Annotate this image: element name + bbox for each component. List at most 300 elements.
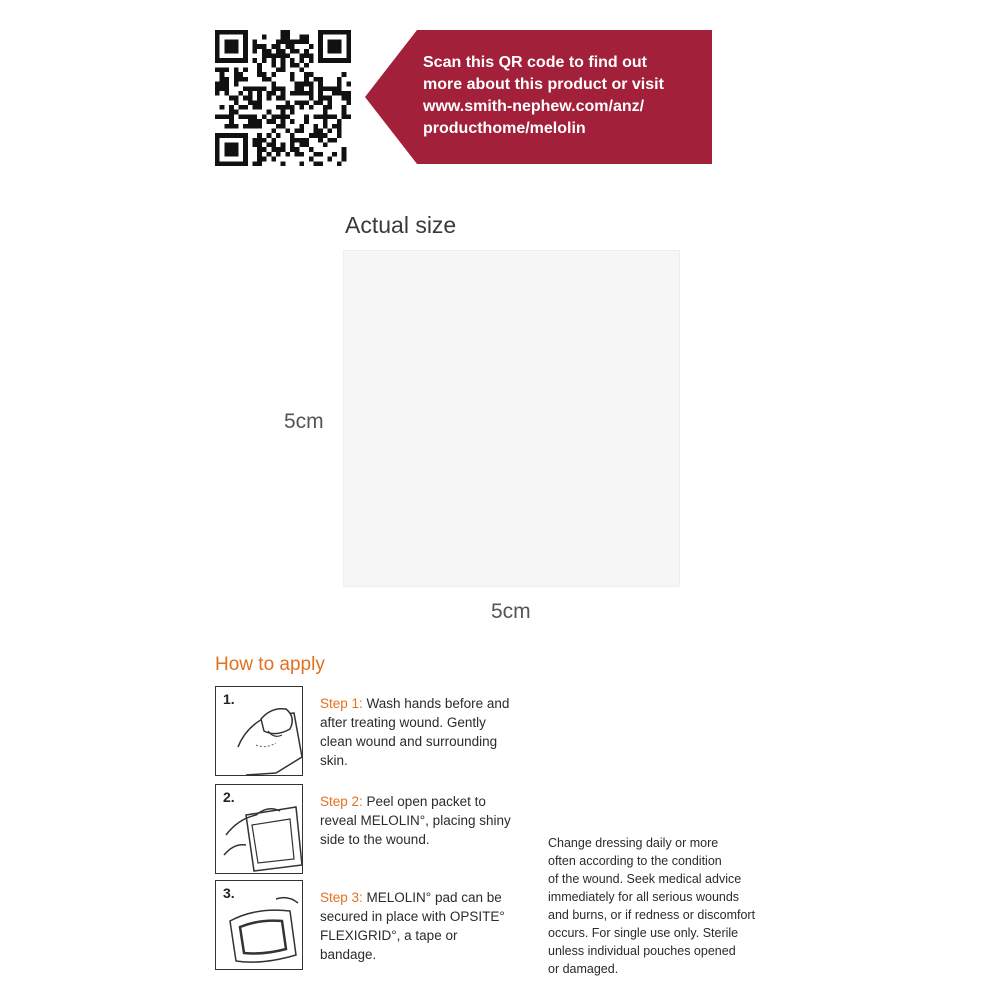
- qr-module: [267, 49, 272, 54]
- qr-module: [271, 91, 276, 96]
- qr-module: [248, 91, 253, 96]
- qr-module: [346, 100, 351, 105]
- qr-module: [342, 58, 347, 63]
- qr-module: [224, 68, 229, 73]
- qr-module: [215, 161, 220, 166]
- qr-module: [342, 30, 347, 35]
- qr-module: [309, 58, 314, 63]
- qr-module: [342, 147, 347, 152]
- qr-module: [248, 124, 253, 129]
- qr-module: [257, 124, 262, 129]
- qr-module: [243, 49, 248, 54]
- qr-module: [318, 77, 323, 82]
- qr-module: [271, 82, 276, 87]
- qr-module: [267, 133, 272, 138]
- qr-module: [304, 39, 309, 44]
- qr-module: [234, 152, 239, 157]
- qr-module: [332, 138, 337, 143]
- qr-module: [342, 91, 347, 96]
- qr-module: [229, 49, 234, 54]
- qr-module: [238, 30, 243, 35]
- qr-module: [234, 161, 239, 166]
- qr-module: [267, 152, 272, 157]
- qr-module: [299, 35, 304, 40]
- qr-module: [285, 30, 290, 35]
- usage-note: Change dressing daily or more often according to the condition of the wound. Seek medical advice immediately for all serious wounds and burns, or if redness or discomfort occurs. For single use only. Sterile unless individual pouches opened or damaged.: [548, 836, 756, 976]
- qr-module: [313, 114, 318, 119]
- qr-module: [215, 157, 220, 162]
- qr-module: [332, 152, 337, 157]
- qr-module: [215, 143, 220, 148]
- qr-module: [243, 161, 248, 166]
- qr-code-icon[interactable]: [215, 30, 351, 166]
- qr-module: [313, 124, 318, 129]
- qr-module: [271, 119, 276, 124]
- qr-module: [328, 105, 333, 110]
- qr-module: [253, 143, 258, 148]
- qr-module: [299, 138, 304, 143]
- step-2-label: Step 2:: [320, 794, 363, 809]
- qr-module: [337, 119, 342, 124]
- qr-module: [337, 124, 342, 129]
- qr-module: [299, 82, 304, 87]
- qr-module: [281, 124, 286, 129]
- qr-module: [253, 58, 258, 63]
- qr-module: [328, 96, 333, 101]
- qr-module: [304, 119, 309, 124]
- qr-module: [215, 114, 220, 119]
- qr-module: [262, 138, 267, 143]
- qr-module: [309, 96, 314, 101]
- qr-module: [309, 147, 314, 152]
- qr-module: [342, 96, 347, 101]
- step-1-illustration: [215, 686, 303, 776]
- qr-module: [323, 96, 328, 101]
- qr-module: [267, 119, 272, 124]
- qr-module: [290, 138, 295, 143]
- qr-module: [243, 30, 248, 35]
- qr-module: [281, 110, 286, 115]
- qr-module: [229, 152, 234, 157]
- qr-module: [248, 100, 253, 105]
- qr-module: [253, 124, 258, 129]
- qr-module: [309, 44, 314, 49]
- qr-module: [248, 114, 253, 119]
- qr-module: [346, 91, 351, 96]
- qr-module: [215, 53, 220, 58]
- qr-module: [234, 133, 239, 138]
- qr-module: [229, 44, 234, 49]
- how-to-apply-heading: How to apply: [215, 654, 325, 675]
- qr-module: [257, 91, 262, 96]
- qr-module: [299, 91, 304, 96]
- qr-module: [337, 128, 342, 133]
- qr-module: [271, 143, 276, 148]
- qr-module: [309, 91, 314, 96]
- qr-module: [328, 49, 333, 54]
- qr-module: [337, 91, 342, 96]
- qr-module: [290, 72, 295, 77]
- qr-module: [299, 86, 304, 91]
- step-1-label: Step 1:: [320, 696, 363, 711]
- qr-module: [262, 157, 267, 162]
- qr-module: [262, 86, 267, 91]
- qr-module: [234, 39, 239, 44]
- qr-module: [276, 147, 281, 152]
- qr-module: [262, 35, 267, 40]
- qr-module: [215, 30, 220, 35]
- qr-module: [262, 77, 267, 82]
- qr-module: [313, 77, 318, 82]
- qr-module: [318, 96, 323, 101]
- qr-module: [271, 147, 276, 152]
- qr-module: [323, 124, 328, 129]
- qr-module: [276, 96, 281, 101]
- qr-module: [257, 72, 262, 77]
- step-3-label: Step 3:: [320, 890, 363, 905]
- qr-module: [253, 100, 258, 105]
- qr-module: [215, 147, 220, 152]
- qr-module: [299, 128, 304, 133]
- qr-module: [318, 128, 323, 133]
- qr-module: [271, 157, 276, 162]
- qr-module: [304, 138, 309, 143]
- qr-module: [224, 161, 229, 166]
- qr-module: [238, 114, 243, 119]
- qr-module: [257, 63, 262, 68]
- qr-module: [281, 105, 286, 110]
- secure-pad-icon: [216, 881, 304, 971]
- qr-module: [243, 96, 248, 101]
- height-dimension-label: 5cm: [284, 410, 324, 433]
- qr-module: [276, 105, 281, 110]
- qr-module: [318, 44, 323, 49]
- qr-module: [243, 58, 248, 63]
- qr-module: [295, 63, 300, 68]
- qr-module: [304, 72, 309, 77]
- qr-module: [332, 58, 337, 63]
- qr-module: [290, 133, 295, 138]
- qr-module: [229, 119, 234, 124]
- qr-module: [243, 133, 248, 138]
- qr-module: [224, 114, 229, 119]
- qr-module: [234, 49, 239, 54]
- qr-module: [346, 53, 351, 58]
- qr-module: [295, 49, 300, 54]
- qr-module: [337, 39, 342, 44]
- qr-module: [318, 152, 323, 157]
- qr-module: [295, 86, 300, 91]
- qr-module: [313, 161, 318, 166]
- qr-module: [229, 143, 234, 148]
- qr-module: [257, 68, 262, 73]
- qr-module: [281, 30, 286, 35]
- qr-module: [253, 119, 258, 124]
- qr-module: [290, 119, 295, 124]
- qr-module: [285, 100, 290, 105]
- qr-module: [271, 128, 276, 133]
- qr-module: [243, 44, 248, 49]
- qr-module: [234, 68, 239, 73]
- qr-module: [332, 49, 337, 54]
- qr-module: [281, 147, 286, 152]
- qr-module: [337, 30, 342, 35]
- qr-module: [271, 53, 276, 58]
- qr-module: [318, 161, 323, 166]
- qr-module: [238, 91, 243, 96]
- qr-module: [257, 133, 262, 138]
- qr-module: [267, 53, 272, 58]
- qr-module: [328, 39, 333, 44]
- qr-module: [323, 58, 328, 63]
- qr-module: [337, 77, 342, 82]
- qr-module: [318, 138, 323, 143]
- qr-module: [346, 35, 351, 40]
- qr-module: [243, 35, 248, 40]
- qr-module: [271, 138, 276, 143]
- qr-module: [215, 39, 220, 44]
- qr-module: [337, 133, 342, 138]
- qr-module: [253, 105, 258, 110]
- qr-module: [253, 161, 258, 166]
- qr-module: [328, 138, 333, 143]
- qr-module: [276, 49, 281, 54]
- qr-module: [346, 82, 351, 87]
- qr-module: [224, 77, 229, 82]
- qr-module: [318, 39, 323, 44]
- qr-module: [328, 128, 333, 133]
- qr-module: [257, 138, 262, 143]
- qr-module: [328, 100, 333, 105]
- qr-module: [323, 105, 328, 110]
- qr-module: [248, 96, 253, 101]
- qr-module: [295, 100, 300, 105]
- qr-module: [323, 86, 328, 91]
- qr-module: [267, 110, 272, 115]
- qr-module: [299, 152, 304, 157]
- step-3-illustration: [215, 880, 303, 970]
- qr-module: [328, 157, 333, 162]
- qr-module: [234, 44, 239, 49]
- qr-module: [323, 119, 328, 124]
- qr-module: [337, 82, 342, 87]
- qr-module: [257, 105, 262, 110]
- qr-module: [238, 77, 243, 82]
- qr-module: [234, 147, 239, 152]
- qr-module: [290, 49, 295, 54]
- step-3-number: 3.: [223, 885, 235, 901]
- qr-module: [304, 100, 309, 105]
- qr-module: [346, 49, 351, 54]
- qr-module: [304, 82, 309, 87]
- qr-module: [267, 96, 272, 101]
- qr-module: [332, 124, 337, 129]
- qr-module: [248, 119, 253, 124]
- qr-module: [215, 91, 220, 96]
- qr-module: [281, 161, 286, 166]
- qr-module: [262, 58, 267, 63]
- qr-module: [224, 82, 229, 87]
- qr-module: [276, 68, 281, 73]
- qr-module: [281, 114, 286, 119]
- qr-module: [342, 110, 347, 115]
- qr-module: [276, 114, 281, 119]
- qr-module: [253, 114, 258, 119]
- qr-module: [309, 82, 314, 87]
- qr-module: [271, 114, 276, 119]
- qr-module: [323, 114, 328, 119]
- qr-module: [229, 30, 234, 35]
- qr-module: [243, 105, 248, 110]
- qr-module: [332, 30, 337, 35]
- qr-module: [295, 39, 300, 44]
- qr-module: [220, 82, 225, 87]
- qr-module: [215, 44, 220, 49]
- qr-module: [346, 58, 351, 63]
- qr-module: [342, 72, 347, 77]
- qr-module: [281, 96, 286, 101]
- qr-module: [299, 100, 304, 105]
- qr-module: [313, 133, 318, 138]
- qr-module: [243, 86, 248, 91]
- hand-washing-icon: [216, 687, 304, 777]
- qr-module: [281, 53, 286, 58]
- qr-module: [309, 72, 314, 77]
- qr-module: [318, 30, 323, 35]
- step-2-description: Peel open packet to reveal MELOLIN°, placing shiny side to the wound.: [320, 794, 511, 847]
- qr-module: [257, 152, 262, 157]
- qr-module: [224, 143, 229, 148]
- qr-module: [220, 68, 225, 73]
- qr-module: [257, 157, 262, 162]
- qr-module: [328, 58, 333, 63]
- qr-module: [346, 44, 351, 49]
- qr-module: [332, 91, 337, 96]
- qr-module: [271, 86, 276, 91]
- qr-module: [215, 86, 220, 91]
- qr-module: [238, 133, 243, 138]
- qr-module: [313, 128, 318, 133]
- qr-module: [224, 86, 229, 91]
- qr-module: [318, 114, 323, 119]
- qr-module: [285, 128, 290, 133]
- qr-module: [229, 39, 234, 44]
- qr-module: [281, 49, 286, 54]
- qr-module: [243, 77, 248, 82]
- qr-module: [342, 157, 347, 162]
- qr-module: [323, 133, 328, 138]
- qr-module: [281, 68, 286, 73]
- qr-module: [215, 152, 220, 157]
- qr-module: [220, 30, 225, 35]
- qr-module: [299, 105, 304, 110]
- qr-module: [290, 105, 295, 110]
- qr-module: [309, 157, 314, 162]
- qr-module: [337, 44, 342, 49]
- qr-module: [318, 53, 323, 58]
- qr-module: [295, 152, 300, 157]
- qr-module: [262, 114, 267, 119]
- step-2-illustration: [215, 784, 303, 874]
- qr-module: [290, 77, 295, 82]
- qr-module: [309, 133, 314, 138]
- qr-module: [224, 44, 229, 49]
- qr-module: [337, 86, 342, 91]
- qr-module: [337, 58, 342, 63]
- qr-module: [238, 58, 243, 63]
- qr-module: [229, 147, 234, 152]
- qr-module: [234, 58, 239, 63]
- qr-module: [257, 147, 262, 152]
- qr-module: [299, 68, 304, 73]
- qr-module: [238, 105, 243, 110]
- qr-module: [234, 124, 239, 129]
- qr-module: [299, 124, 304, 129]
- qr-module: [304, 91, 309, 96]
- qr-module: [215, 138, 220, 143]
- qr-module: [328, 86, 333, 91]
- qr-module: [224, 133, 229, 138]
- qr-module: [215, 133, 220, 138]
- qr-module: [295, 138, 300, 143]
- qr-module: [342, 105, 347, 110]
- qr-info-text: Scan this QR code to find out more about this product or visit www.smith-nephew.com/anz/ producthome/melolin: [423, 54, 664, 137]
- qr-module: [328, 30, 333, 35]
- qr-module: [285, 152, 290, 157]
- qr-module: [229, 105, 234, 110]
- qr-module: [285, 105, 290, 110]
- qr-module: [281, 35, 286, 40]
- qr-module: [323, 110, 328, 115]
- qr-module: [295, 82, 300, 87]
- qr-module: [220, 105, 225, 110]
- qr-module: [295, 91, 300, 96]
- qr-module: [328, 44, 333, 49]
- qr-module: [243, 143, 248, 148]
- qr-module: [220, 58, 225, 63]
- qr-module: [215, 68, 220, 73]
- qr-module: [285, 44, 290, 49]
- qr-module: [285, 35, 290, 40]
- peel-packet-icon: [216, 785, 304, 875]
- width-dimension-label: 5cm: [491, 600, 531, 623]
- qr-module: [243, 138, 248, 143]
- qr-module: [304, 114, 309, 119]
- qr-module: [332, 39, 337, 44]
- qr-module: [323, 143, 328, 148]
- step-1-number: 1.: [223, 691, 235, 707]
- qr-module: [337, 161, 342, 166]
- qr-module: [229, 96, 234, 101]
- qr-module: [342, 114, 347, 119]
- qr-module: [271, 58, 276, 63]
- qr-module: [243, 152, 248, 157]
- qr-module: [337, 49, 342, 54]
- qr-module: [243, 147, 248, 152]
- qr-module: [234, 72, 239, 77]
- qr-module: [229, 161, 234, 166]
- qr-module: [215, 82, 220, 87]
- qr-module: [318, 91, 323, 96]
- qr-module: [290, 147, 295, 152]
- qr-module: [304, 53, 309, 58]
- qr-module: [299, 143, 304, 148]
- qr-module: [220, 77, 225, 82]
- qr-module: [285, 114, 290, 119]
- qr-module: [253, 49, 258, 54]
- step-1-text: [320, 694, 515, 770]
- qr-module: [262, 147, 267, 152]
